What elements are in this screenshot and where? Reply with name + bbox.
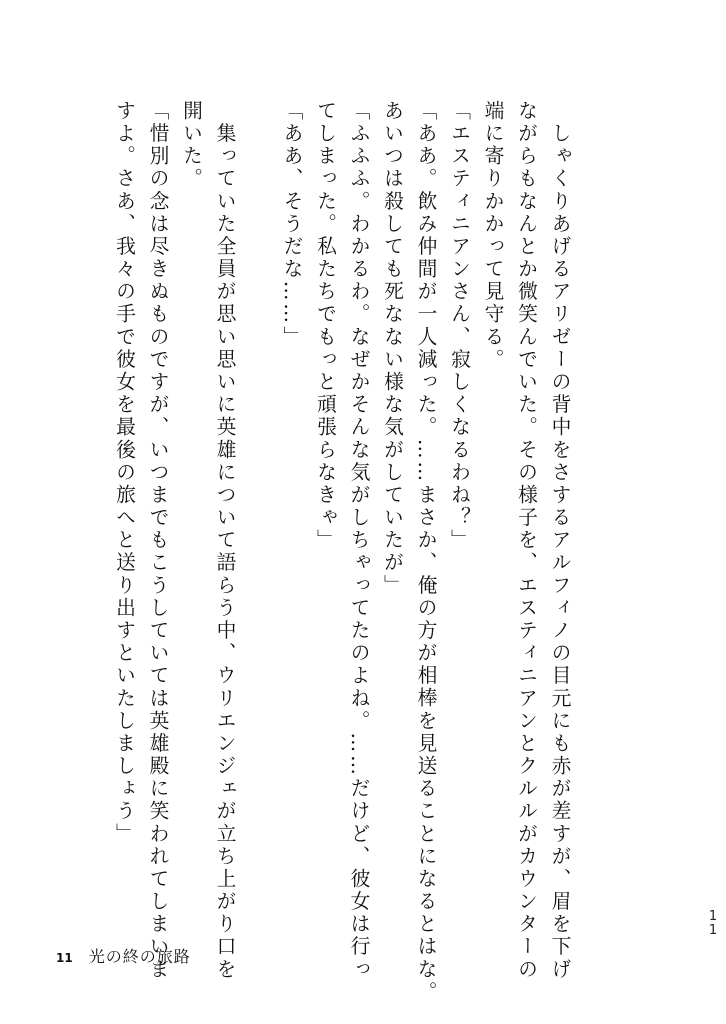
- text-line: 「ああ、そうだな……」: [280, 100, 303, 349]
- side-page-number: 11: [708, 909, 718, 938]
- text-line: しゃくりあげるアリゼーの背中をさするアルフィノの目元にも赤が差すが、眉を下げ: [548, 100, 571, 982]
- text-line: ながらもなんとか微笑んでいた。その様子を、エスティニアンとクルルがカウンターの: [514, 100, 538, 982]
- text-line: すよ。さあ、我々の手で彼女を最後の旅へと送り出すといたしましょう」: [112, 100, 136, 846]
- text-line: 「惜別の念は尽きぬものですが、いつまでもこうしていては英雄殿に笑われてしまいま: [146, 100, 169, 982]
- text-line: 「ああ。飲み仲間が一人減った。……まさか、俺の方が相棒を見送ることになるとはな。: [414, 100, 437, 1004]
- text-line: 「エスティニアンさん、寂しくなるわね？」: [447, 100, 471, 552]
- paragraph-break: [241, 100, 275, 930]
- text-line: 「ふふふ。わかるわ。なぜかそんな気がしちゃってたのよね。……だけど、彼女は行っ: [347, 100, 370, 981]
- text-line: てしまった。私たちでもっと頑張らなきゃ」: [313, 100, 337, 552]
- text-line: あいつは殺しても死なない様な気がしていたが」: [380, 100, 404, 597]
- book-title: 光の終の旅路: [88, 947, 191, 966]
- text-line: 開いた。: [179, 100, 203, 191]
- text-line: 端に寄りかかって見守る。: [481, 100, 504, 372]
- text-line: 集っていた全員が思い思いに英雄について語らう中、ウリエンジェが立ち上がり口を: [213, 100, 236, 982]
- page-footer: [56, 944, 191, 967]
- footer-page-number: 11: [56, 951, 73, 965]
